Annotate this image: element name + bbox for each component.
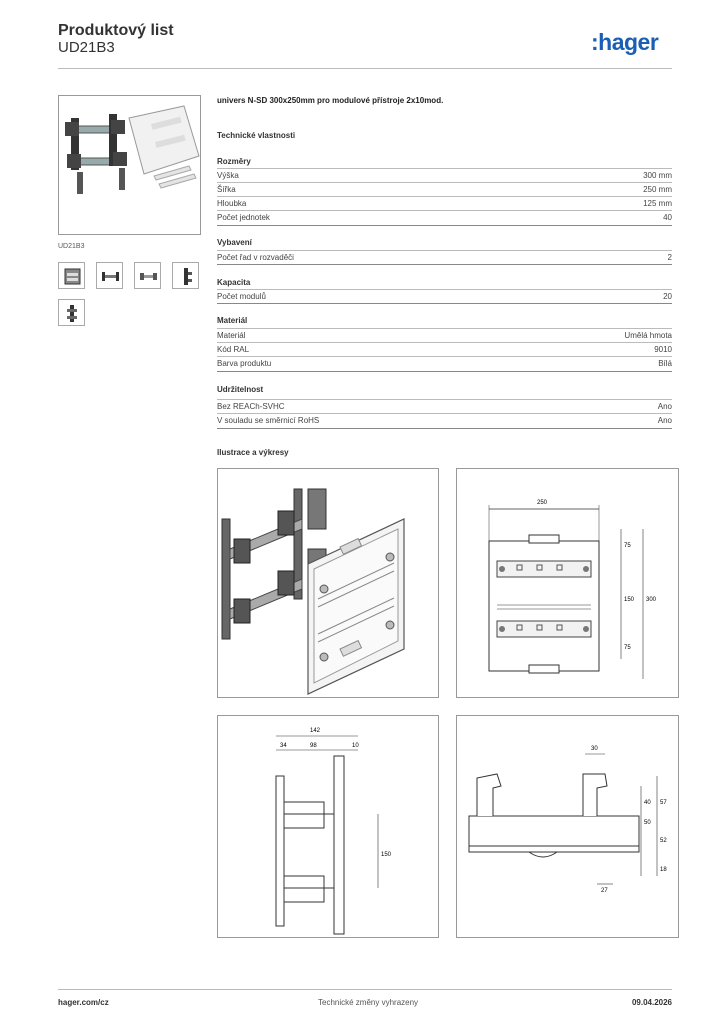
spec-row: V souladu se směrnicí RoHS Ano <box>217 413 672 427</box>
section-title-equipment: Vybavení <box>217 238 252 247</box>
section-title-sustainability: Udržitelnost <box>217 385 264 394</box>
page-title: Produktový list <box>58 22 174 39</box>
drawing-side-view <box>217 715 439 938</box>
spec-row: Kód RAL 9010 <box>217 342 672 356</box>
section-divider <box>217 303 672 304</box>
dim-d4: 52 <box>660 838 667 844</box>
spec-row: Počet řad v rozvaděči 2 <box>217 250 672 264</box>
spec-row: Hloubka 125 mm <box>217 196 672 210</box>
spec-row: Barva produktu Bílá <box>217 356 672 370</box>
box-frame-icon[interactable] <box>58 262 85 289</box>
din-rail-icon[interactable] <box>96 262 123 289</box>
section-title-dimensions: Rozměry <box>217 157 251 166</box>
section-title-material: Materiál <box>217 316 248 325</box>
dim-bottom: 75 <box>624 645 631 651</box>
illustrations-title: Ilustrace a výkresy <box>217 448 289 457</box>
dim-b: 98 <box>310 743 317 749</box>
logo-text: hager <box>598 29 659 55</box>
side-bracket-icon[interactable] <box>172 262 199 289</box>
product-description: univers N-SD 300x250mm pro modulové přístroje 2x10mod. <box>217 96 444 105</box>
dim-side-height: 150 <box>381 852 392 858</box>
dim-detail-top: 30 <box>591 746 598 752</box>
product-photo <box>58 95 201 235</box>
dim-d2: 50 <box>644 820 651 826</box>
dim-inner: 150 <box>624 597 635 603</box>
section-divider <box>217 264 672 265</box>
mount-clip-icon[interactable] <box>58 299 85 326</box>
section-divider <box>217 371 672 372</box>
spec-row: Výška 300 mm <box>217 168 672 182</box>
specs-heading: Technické vlastnosti <box>217 131 296 140</box>
dim-a: 34 <box>280 743 287 749</box>
dim-total: 142 <box>310 728 321 734</box>
dim-top: 75 <box>624 543 631 549</box>
footer-divider <box>58 989 672 990</box>
header-divider <box>58 68 672 69</box>
dim-width: 250 <box>537 500 548 506</box>
illustration-3d <box>217 468 439 698</box>
footer-date: 09.04.2026 <box>631 998 672 1007</box>
drawing-front-view <box>456 468 679 698</box>
dim-d5: 18 <box>660 867 667 873</box>
spec-row: Počet jednotek 40 <box>217 210 672 224</box>
product-code: UD21B3 <box>58 39 115 56</box>
footer-website-link[interactable]: hager.com/cz <box>58 998 109 1007</box>
dim-detail-bottom: 27 <box>601 888 608 894</box>
footer-note: Technické změny vyhrazeny <box>318 998 419 1007</box>
spec-row: Šířka 250 mm <box>217 182 672 196</box>
dim-d3: 57 <box>660 800 667 806</box>
dim-c: 10 <box>352 743 359 749</box>
section-title-capacity: Kapacita <box>217 278 251 287</box>
dim-height: 300 <box>646 597 657 603</box>
spec-row: Počet modulů 20 <box>217 289 672 303</box>
hager-logo[interactable]: :hager <box>591 29 659 55</box>
drawing-detail-view <box>456 715 679 938</box>
photo-caption: UD21B3 <box>58 243 85 250</box>
rail-bracket-icon[interactable] <box>134 262 161 289</box>
dim-d1: 40 <box>644 800 651 806</box>
section-divider <box>217 225 672 226</box>
section-divider <box>217 428 672 429</box>
spec-row: Materiál Umělá hmota <box>217 328 672 342</box>
spec-row: Bez REACh-SVHC Ano <box>217 399 672 413</box>
